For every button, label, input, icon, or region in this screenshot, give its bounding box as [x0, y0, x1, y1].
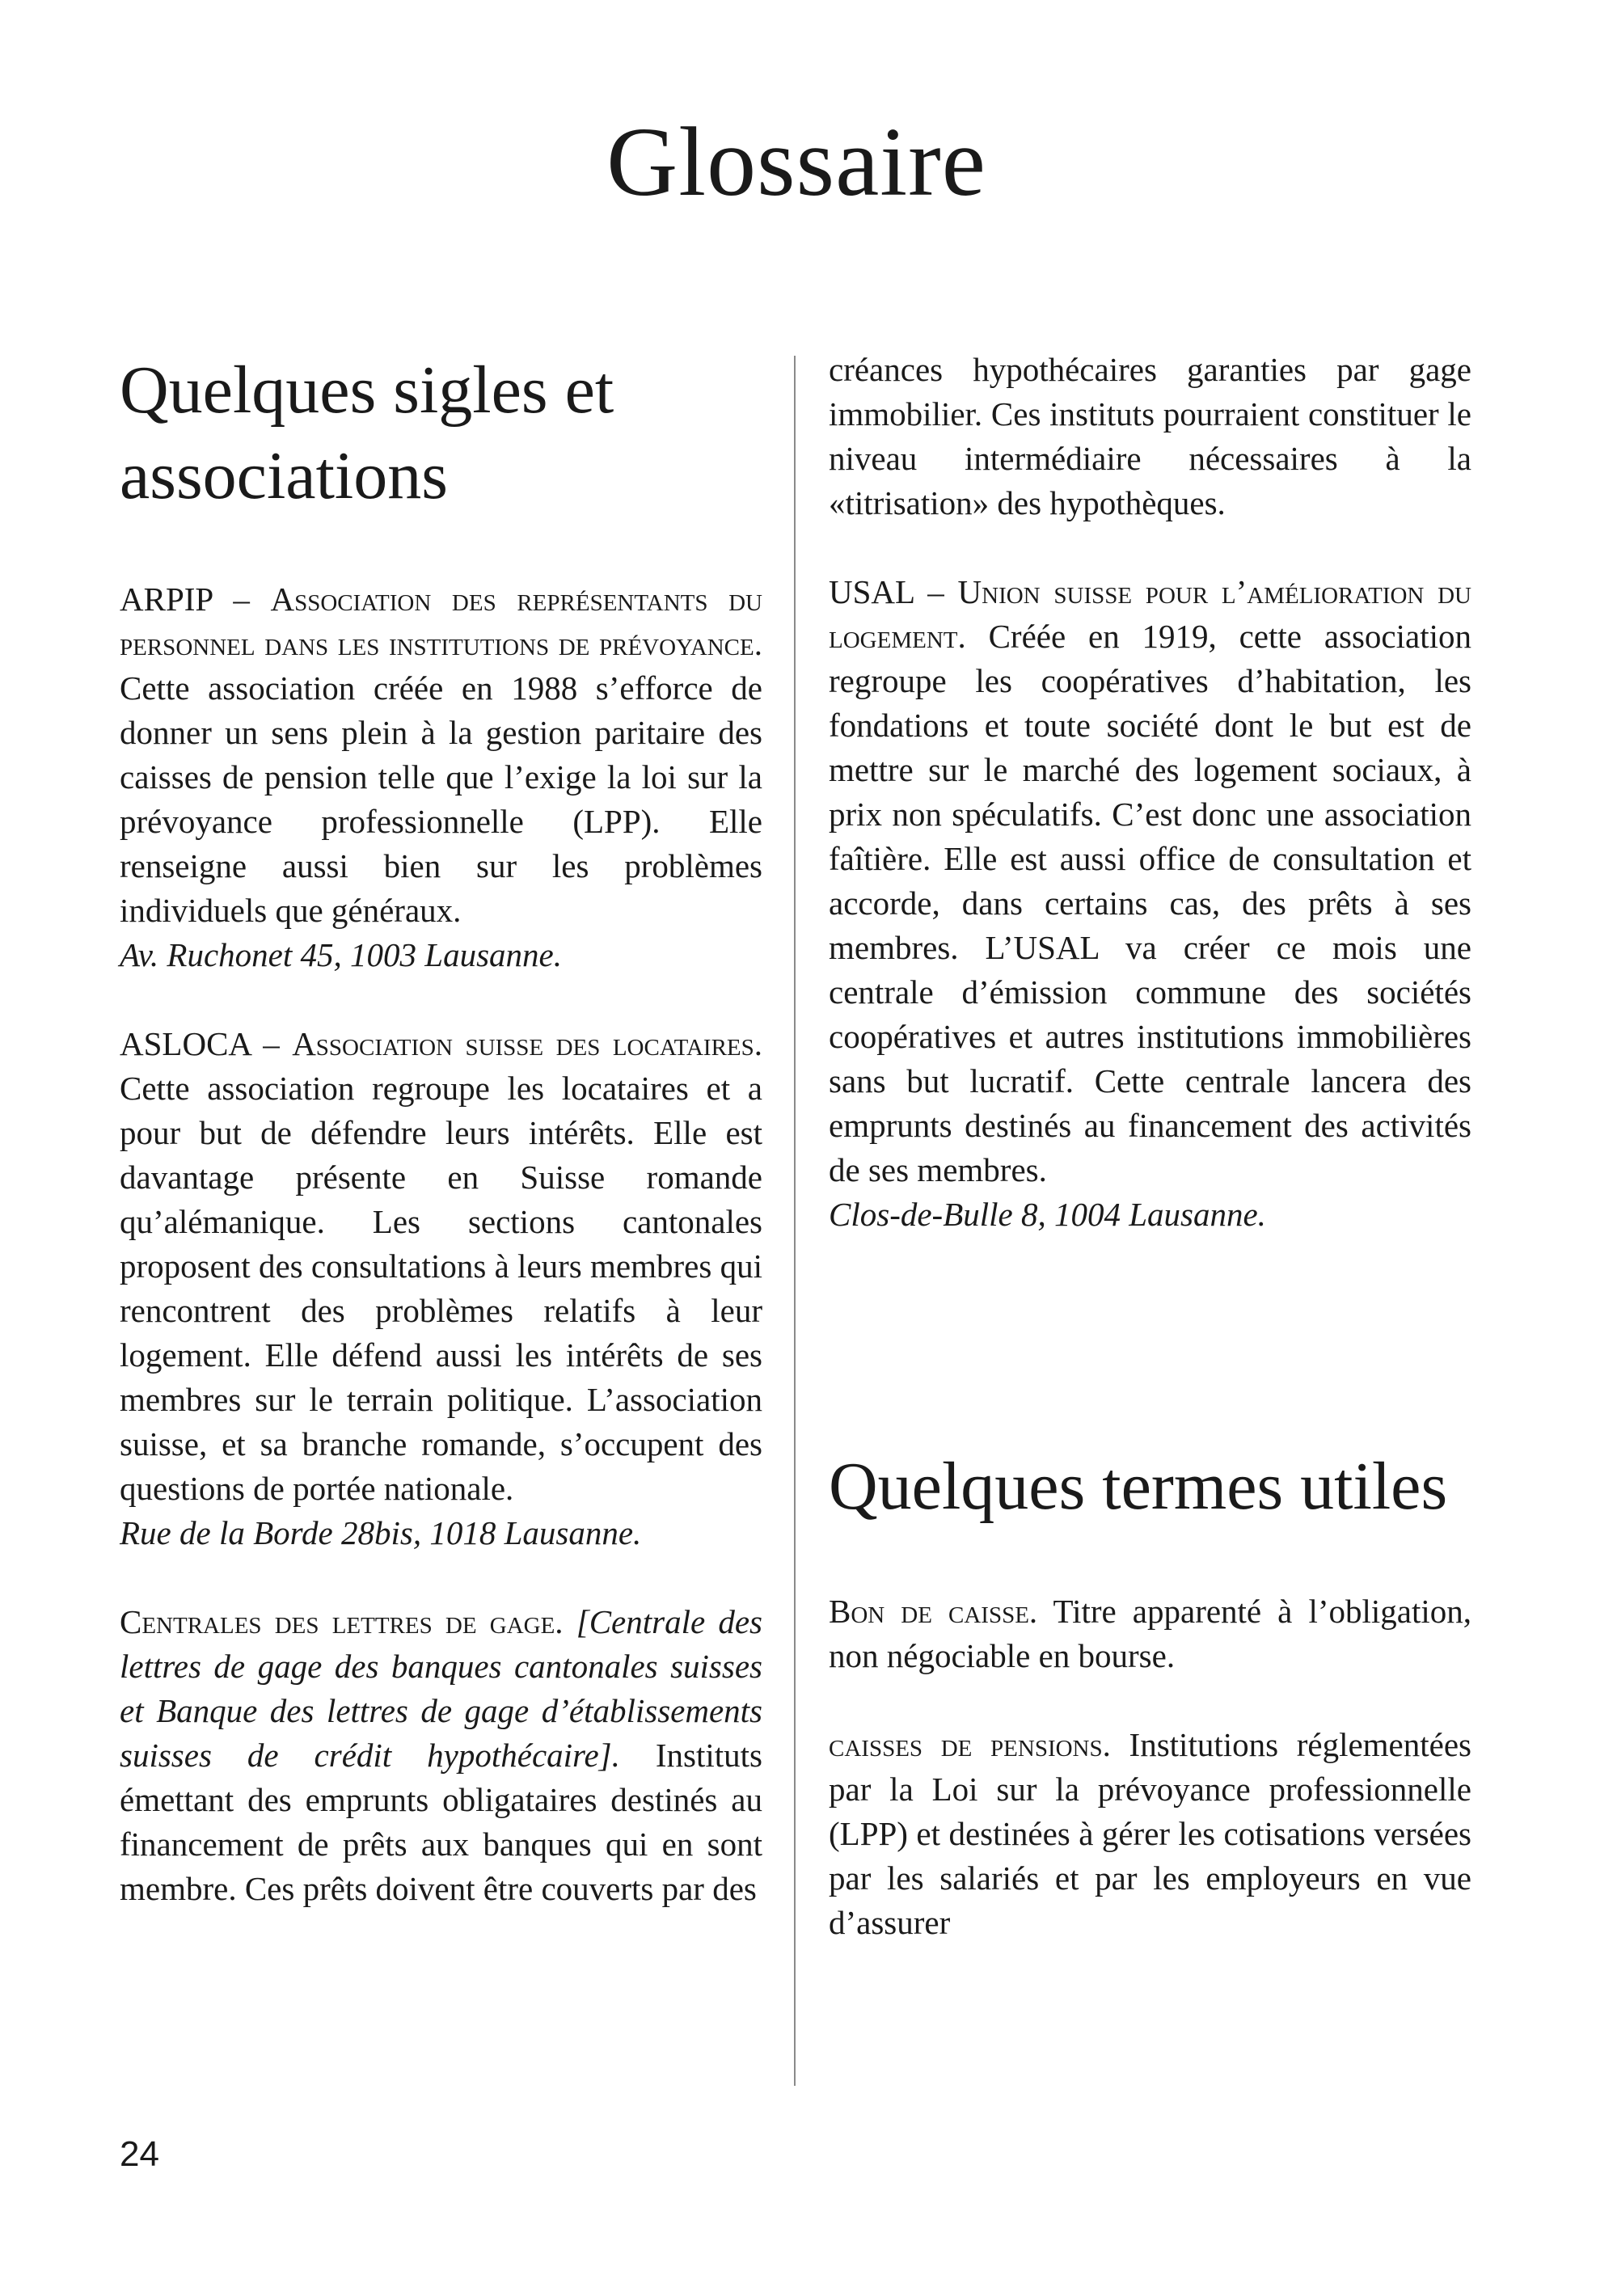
entry-address: Av. Ruchonet 45, 1003 Lausanne.	[120, 936, 562, 973]
entry-text: Cette association regroupe les locataires et a pour but de défendre leurs intérêts. Elle est davantage présente en Suisse romande qu’alémanique. Les sections cantonales proposent des consultations à leurs membres qui rencontrent des problèmes relatifs à leur logement. Elle défend aussi les intérêts de ses membres sur le terrain politique. L’association suisse, et sa branche romande, s’occupent des questions de portée nationale.	[120, 1070, 762, 1507]
entry-term: Bon de caisse.	[829, 1593, 1038, 1630]
glossary-entry-arpip: ARPIP – Association des représentants du personnel dans les institutions de prévoyance. Cette association créée en 1988 s’efforce de donner un sens plein à la gestion paritaire des caisses de pension telle que l’exige la loi sur la prévoyance professionnelle (LPP). Elle renseigne aussi bien sur les problèmes individuels que généraux. Av. Ruchonet 45, 1003 Lausanne.	[120, 577, 762, 977]
entry-name: Centrales des lettres de gage.	[120, 1603, 564, 1640]
page-number: 24	[120, 2134, 159, 2174]
entry-text: Créée en 1919, cette association regroupe les coopératives d’habitation, les fondations et toute société dont le but est de mettre sur le marché des logement sociaux, à prix non spéculatifs. C’est donc une association faîtière. Elle est aussi office de consultation et accorde, dans certains cas, des prêts à ses membres. L’USAL va créer ce mois une centrale d’émission commune des sociétés coopératives et autres institutions immobilières sans but lucratif. Cette centrale lancera des emprunts destinés au financement des activités de ses membres.	[829, 618, 1471, 1188]
entry-name: Association suisse des locataires.	[292, 1025, 763, 1062]
entry-italic-note: [Centrale des lettres de gage des banques cantonales suisses et Banque des lettres de gage d’établissements suisses de crédit hypothécaire].	[120, 1603, 763, 1774]
entry-address: Rue de la Borde 28bis, 1018 Lausanne.	[120, 1514, 642, 1551]
section-heading-terms: Quelques termes utiles	[829, 1449, 1448, 1524]
glossary-entry-centrales	[120, 1600, 762, 1911]
right-column	[829, 348, 1471, 1990]
section-heading-acronyms: Quelques sigles et associations	[120, 352, 614, 513]
glossary-entry-centrales-continued: créances hypothécaires garanties par gage immobilier. Ces instituts pourraient constituer le niveau intermédiaire nécessaires à la «titrisation» des hypothèques.	[829, 351, 1471, 521]
left-column	[120, 348, 762, 1956]
entry-name: Association des représentants du personnel dans les institutions de prévoyance.	[120, 580, 763, 662]
entry-text: Institutions réglementées par la Loi sur la prévoyance professionnelle (LPP) et destinées à gérer les cotisations versées par les salariés et par les employeurs en vue d’assurer	[829, 1726, 1472, 1941]
glossary-entry-caisses-de-pensions	[829, 1723, 1471, 1945]
page-title: Glossaire	[606, 108, 986, 217]
glossary-entry-bon-de-caisse	[829, 1589, 1471, 1678]
entry-acronym: ASLOCA	[120, 1025, 251, 1062]
entry-name: Union suisse pour l’amélioration du logement.	[829, 573, 1471, 655]
entry-address: Clos-de-Bulle 8, 1004 Lausanne.	[829, 1196, 1266, 1233]
glossary-entry-usal: USAL – Union suisse pour l’amélioration du logement. Créée en 1919, cette association regroupe les coopératives d’habitation, les fondations et toute société dont le but est de mettre sur le marché des logement sociaux, à prix non spéculatifs. C’est donc une association faîtière. Elle est aussi office de consultation et accorde, dans certains cas, des prêts à ses membres. L’USAL va créer ce mois une centrale d’émission commune des sociétés coopératives et autres institutions immobilières sans but lucratif. Cette centrale lancera des emprunts destinés au financement des activités de ses membres. Clos-de-Bulle 8, 1004 Lausanne.	[829, 570, 1471, 1237]
entry-acronym: ARPIP	[120, 580, 213, 618]
glossary-entry-asloca: ASLOCA – Association suisse des locataires. Cette association regroupe les locataires et a pour but de défendre leurs intérêts. Elle est davantage présente en Suisse romande qu’alémanique. Les sections cantonales proposent des consultations à leurs membres qui rencontrent des problèmes relatifs à leur logement. Elle défend aussi les intérêts de ses membres sur le terrain politique. L’association suisse, et sa branche romande, s’occupent des questions de portée nationale. Rue de la Borde 28bis, 1018 Lausanne.	[120, 1022, 762, 1555]
entry-text: Titre apparenté à l’obligation, non négociable en bourse.	[829, 1593, 1471, 1674]
entry-text: Instituts émettant des emprunts obligataires destinés au financement de prêts aux banques qui en sont membre. Ces prêts doivent être couverts par des	[120, 1737, 762, 1907]
entry-term: caisses de pensions.	[829, 1726, 1111, 1763]
entry-acronym: USAL	[829, 573, 914, 610]
column-divider	[794, 356, 796, 2086]
entry-text: Cette association créée en 1988 s’efforce de donner un sens plein à la gestion paritaire des caisses de pension telle que l’exige la loi sur la prévoyance professionnelle (LPP). Elle renseigne aussi bien sur les problèmes individuels que généraux.	[120, 669, 762, 929]
